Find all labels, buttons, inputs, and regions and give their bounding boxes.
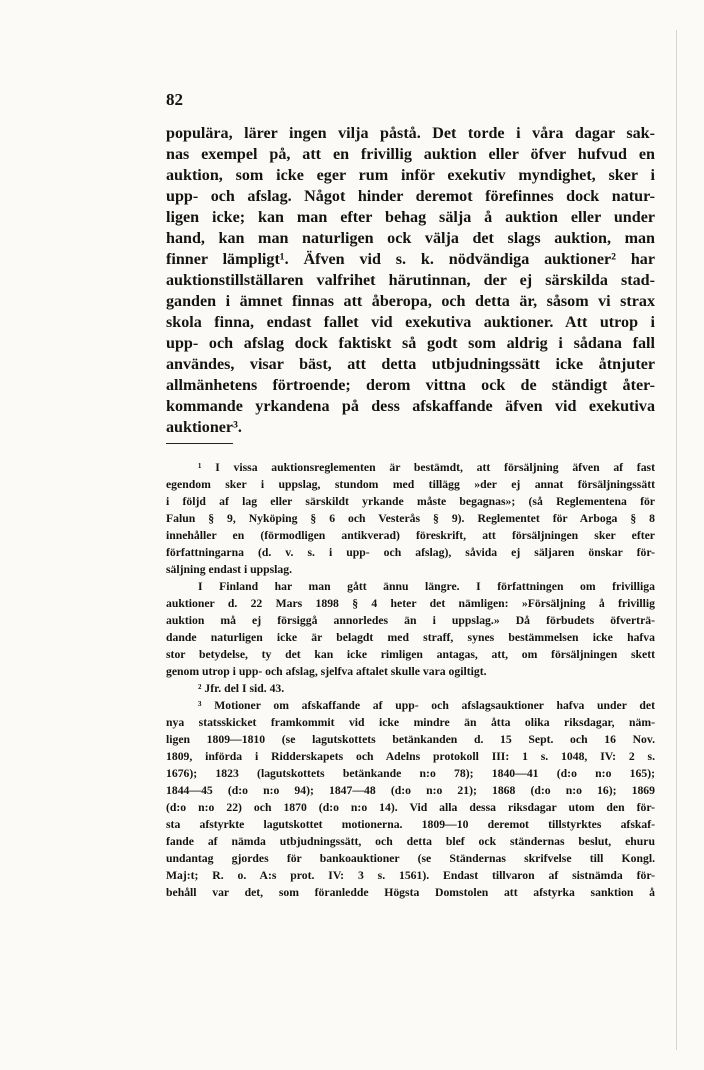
footnote-line: innehåller en (förmodligen antikverad) föreskrift, att försäljningen sker efter xyxy=(166,529,655,542)
footnote-line: egendom sker i uppslag, stundom med tillägg »der ej annat försäljningssätt xyxy=(166,478,655,491)
footnote-line: ³ Motioner om afskaffande af upp- och afslagsauktioner hafva under det xyxy=(198,699,655,712)
footnote-line: stor betydelse, ty det kan icke rimligen antagas, att, om försäljningen skett xyxy=(166,648,655,661)
footnote-line: sta afstyrkte lagutskottet motionerna. 1809—10 deremot tillstyrktes afskaf- xyxy=(166,818,655,831)
footnote-line: författningarna (d. v. s. i upp- och afslag), såvida ej säljaren önskar för- xyxy=(166,546,655,559)
body-line: auktioner³. xyxy=(166,419,242,436)
body-line: nas exempel på, att en frivillig auktion eller öfver hufvud en xyxy=(166,146,655,163)
footnote-line: Falun § 9, Nyköping § 6 och Vesterås § 9). Reglementet för Arboga § 8 xyxy=(166,512,655,525)
body-line: auktionstillställaren valfrihet härutinnan, der ej särskilda stad- xyxy=(166,272,655,289)
footnote-line: 1844—45 (d:o n:o 94); 1847—48 (d:o n:o 21); 1868 (d:o n:o 16); 1869 xyxy=(166,784,655,797)
body-line: ganden i ämnet finnas att åberopa, och detta är, såsom vi strax xyxy=(166,293,655,310)
footnote-line: auktion må ej försiggå annorledes än i uppslag.» Då förbudets öfverträ- xyxy=(166,614,655,627)
footnote-line: I Finland har man gått ännu längre. I författningen om frivilliga xyxy=(198,580,655,593)
footnote-line: säljning endast i uppslag. xyxy=(166,563,293,576)
footnote-line: behåll var det, som föranledde Högsta Domstolen att afstyrka sanktion å xyxy=(166,886,655,899)
footnote-line: ¹ I vissa auktionsreglementen är bestämdt, att försäljning äfven af fast xyxy=(198,461,655,474)
footnote-line: auktioner d. 22 Mars 1898 § 4 heter det nämligen: »Försäljning å frivillig xyxy=(166,597,655,610)
body-line: populära, lärer ingen vilja påstå. Det torde i våra dagar sak- xyxy=(166,125,655,142)
footnote-line: undantag gjordes för bankoauktioner (se Ständernas skrifvelse till Kongl. xyxy=(166,852,655,865)
footnote-line: Maj:t; R. o. A:s prot. IV: 3 s. 1561). Endast tillvaron af sistnämda för- xyxy=(166,869,655,882)
body-line: auktion, som icke eger rum inför exekutiv myndighet, sker i xyxy=(166,167,655,184)
footnote-line: 1676); 1823 (lagutskottets betänkande n:o 78); 1840—41 (d:o n:o 165); xyxy=(166,767,655,780)
footnote-line: nya statsskicket framkommit vid icke mindre än åtta olika riksdagar, näm- xyxy=(166,716,655,729)
footnote-line: 1809, införda i Ridderskapets och Adelns protokoll III: 1 s. 1048, IV: 2 s. xyxy=(166,750,655,763)
body-line: skola finna, endast fallet vid exekutiva auktioner. Att utrop i xyxy=(166,314,655,331)
footnote-line: ² Jfr. del I sid. 43. xyxy=(198,682,285,695)
body-line: ligen icke; kan man efter behag sälja å auktion eller under xyxy=(166,209,655,226)
body-line: hand, kan man naturligen ock välja det slags auktion, man xyxy=(166,230,655,247)
body-line: användes, visar bäst, att detta utbjudningssätt icke åtnjuter xyxy=(166,356,655,373)
body-line: allmänhetens förtroende; derom vittna ock de ständigt åter- xyxy=(166,377,655,394)
page-edge xyxy=(676,30,677,1050)
body-line: upp- och afslag dock faktiskt så godt som aldrig i sådana fall xyxy=(166,335,655,352)
footnote-line: i följd af lag eller särskildt yrkande måste begagnas»; (så Reglementena för xyxy=(166,495,655,508)
body-line: kommande yrkandena på dess afskaffande äfven vid exekutiva xyxy=(166,398,655,415)
page-number: 82 xyxy=(166,90,183,109)
footnote-line: (d:o n:o 22) och 1870 (d:o n:o 14). Vid alla dessa riksdagar utom den för- xyxy=(166,801,655,814)
footnote-line: genom utrop i upp- och afslag, sjelfva aftalet skulle vara ogiltigt. xyxy=(166,665,487,678)
body-line: upp- och afslag. Något hinder deremot förefinnes dock natur- xyxy=(166,188,655,205)
footnote-line: ligen 1809—1810 (se lagutskottets betänkanden d. 15 Sept. och 16 Nov. xyxy=(166,733,655,746)
body-line: finner lämpligt¹. Äfven vid s. k. nödvändiga auktioner² har xyxy=(166,251,655,268)
footnote-line: dande naturligen icke är belagdt med straff, synes bestämmelsen icke hafva xyxy=(166,631,655,644)
footnote-line: fande af nämda utbjudningssätt, och detta blef ock ständernas beslut, ehuru xyxy=(166,835,655,848)
footnote-divider xyxy=(166,443,233,444)
